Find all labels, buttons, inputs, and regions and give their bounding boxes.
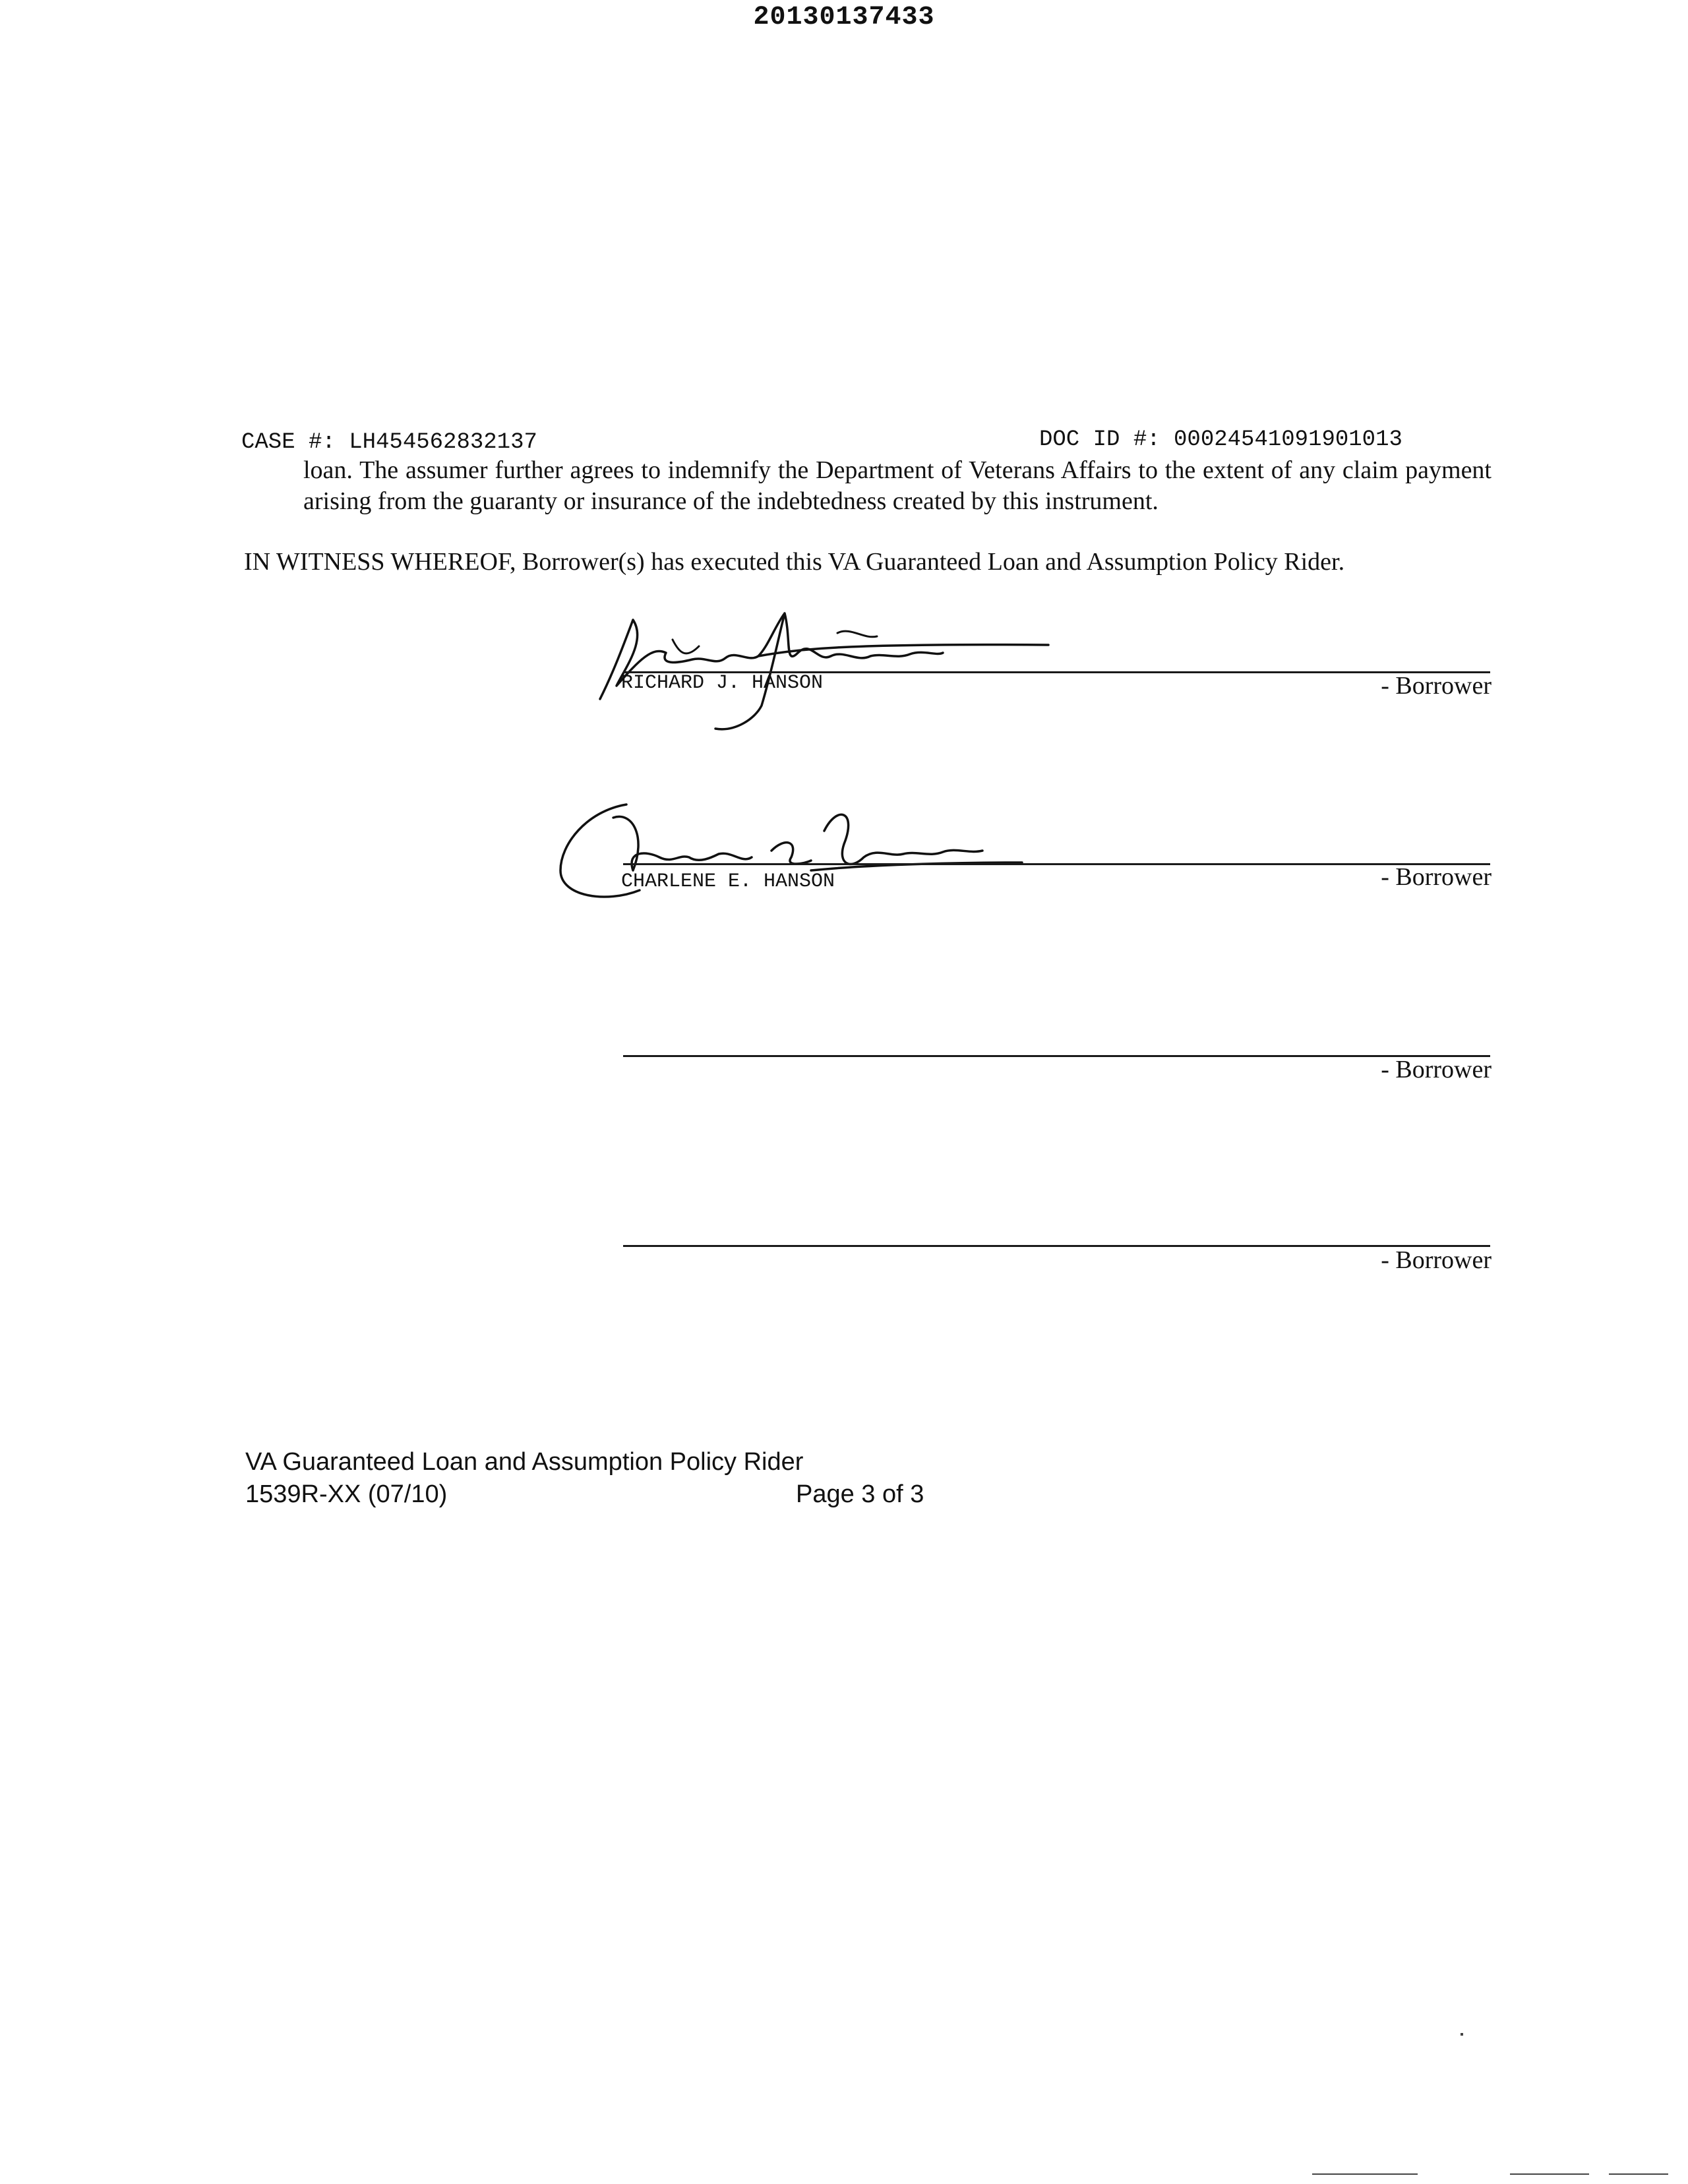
scan-artifact [1312,2173,1418,2175]
body-paragraph: loan. The assumer further agrees to indemnify the Department of Veterans Affairs to the extent of any claim payment arising from the guaranty or insurance of the indebtedness created by this instrument. [303,456,1492,515]
scan-artifact [1510,2173,1589,2175]
scan-speck [1461,2033,1463,2036]
signer-name: RICHARD J. HANSON [621,672,824,694]
footer-form-title: VA Guaranteed Loan and Assumption Policy Rider [245,1448,804,1476]
footer-page-number: Page 3 of 3 [796,1480,924,1508]
borrower-label: - Borrower [1381,863,1492,891]
scan-artifact [1609,2173,1668,2175]
borrower-label: - Borrower [1381,672,1492,700]
borrower-label: - Borrower [1381,1246,1492,1274]
doc-id: DOC ID #: 00024541091901013 [1039,427,1402,452]
borrower-label: - Borrower [1381,1056,1492,1083]
signer-name: CHARLENE E. HANSON [621,870,835,893]
witness-statement: IN WITNESS WHEREOF, Borrower(s) has executed this VA Guaranteed Loan and Assumption Policy Rider. [244,548,1345,576]
footer-form-number: 1539R-XX (07/10) [245,1480,448,1508]
case-number: CASE #: LH454562832137 [241,430,537,455]
signature-richard-hanson [587,600,1062,732]
recording-number: 20130137433 [753,3,935,32]
